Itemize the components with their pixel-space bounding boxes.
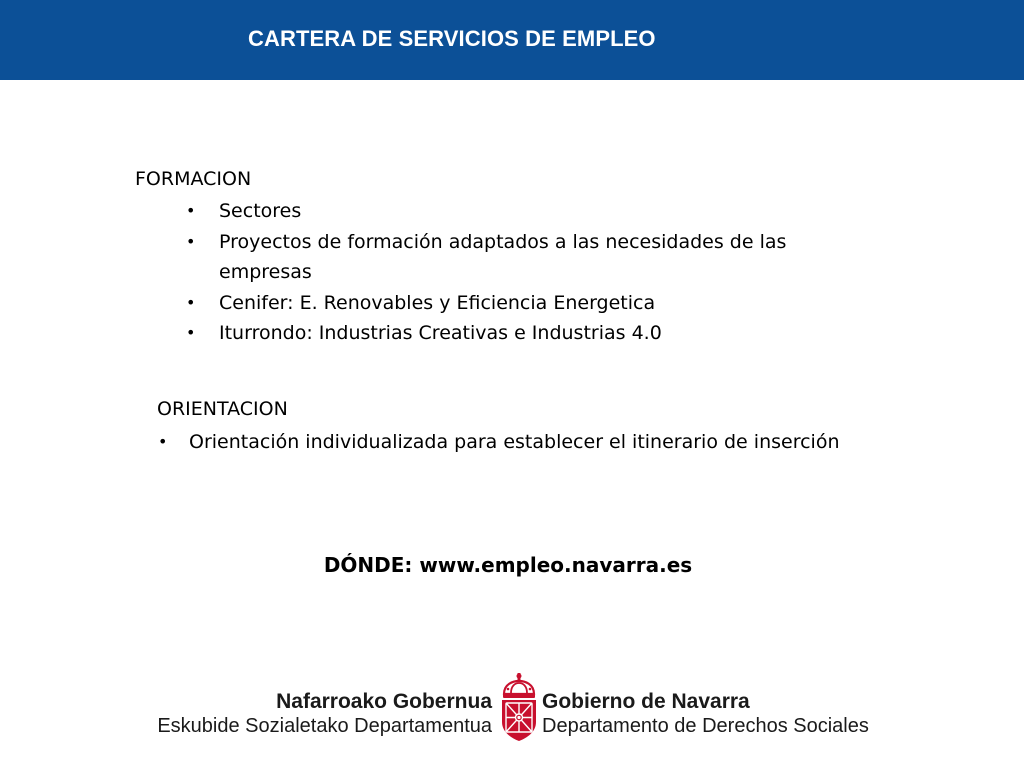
footer-left-line2: Eskubide Sozialetako Departamentua <box>157 715 492 737</box>
footer-spanish-text <box>542 690 869 738</box>
list-item: • Iturrondo: Industrias Creativas e Industrias 4.0 <box>186 318 846 349</box>
orientacion-list <box>158 427 918 458</box>
slide-title: CARTERA DE SERVICIOS DE EMPLEO <box>248 26 656 51</box>
donde-link: DÓNDE: www.empleo.navarra.es <box>323 553 693 577</box>
donde-text <box>0 553 1024 577</box>
formacion-list <box>186 196 846 349</box>
formacion-heading: FORMACION <box>135 168 252 190</box>
footer-left-line1: Nafarroako Gobernua <box>276 690 492 713</box>
bullet-icon: • <box>186 231 196 251</box>
bullet-icon: • <box>186 201 196 220</box>
bullet-icon: • <box>186 292 196 312</box>
list-item: • Cenifer: E. Renovables y Eficiencia Energetica <box>186 288 846 319</box>
footer-logo <box>150 672 880 746</box>
footer-right-line2: Departamento de Derechos Sociales <box>542 715 869 737</box>
bullet-icon: • <box>158 432 168 451</box>
orientacion-heading: ORIENTACION <box>157 398 288 420</box>
list-item: • Proyectos de formación adaptados a las necesidades de las empresas <box>186 227 846 288</box>
footer-basque-text <box>157 690 492 738</box>
bullet-icon: • <box>186 323 196 342</box>
list-item: • Orientación individualizada para establecer el itinerario de inserción <box>158 427 918 458</box>
header-bar <box>0 0 1024 80</box>
navarra-coat-of-arms-icon <box>498 672 540 742</box>
list-item: • Sectores <box>186 196 846 227</box>
footer-right-line1: Gobierno de Navarra <box>542 690 750 713</box>
